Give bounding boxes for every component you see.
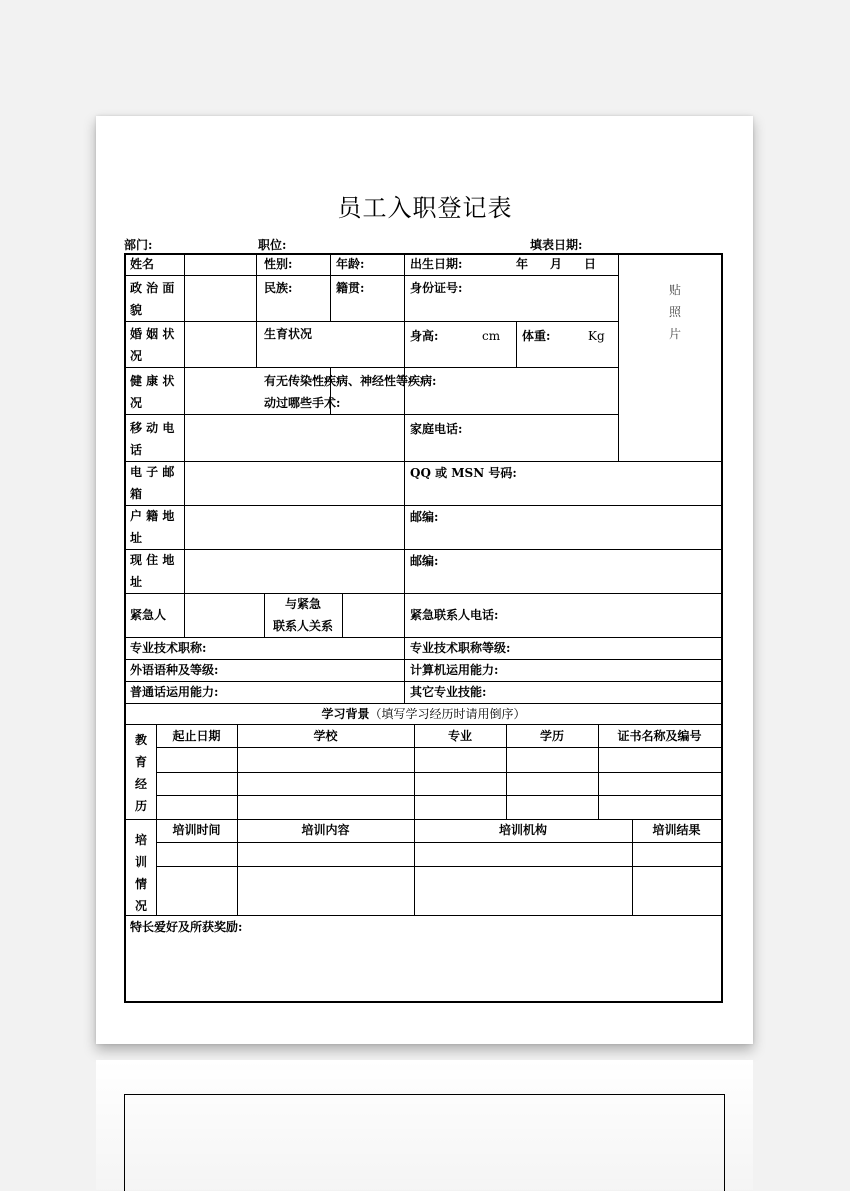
edu-col-major: 专业 (447, 729, 472, 743)
train-col-org: 培训机构 (498, 823, 547, 837)
health-label: 健 康 状 况 (130, 374, 175, 410)
train-col-result: 培训结果 (652, 823, 701, 837)
hobbies-awards-label: 特长爱好及所获奖励: (130, 920, 243, 934)
weight-unit: Kg (588, 329, 605, 343)
id-number-label: 身份证号: (410, 281, 463, 295)
birth-day: 日 (584, 257, 597, 271)
prof-title-label: 专业技术职称: (130, 641, 207, 655)
registration-table (124, 253, 723, 1002)
height-unit: cm (482, 329, 501, 343)
mandarin-label: 普通话运用能力: (130, 685, 219, 699)
weight-label: 体重: (522, 329, 551, 343)
train-col-time: 培训时间 (172, 823, 221, 837)
name-label: 姓名 (130, 257, 155, 271)
disease-label: 有无传染性疾病、神经性等疾病: 动过哪些手术: (264, 374, 437, 410)
hukou-zip-label: 邮编: (410, 510, 439, 524)
fill-date-label: 填表日期: (530, 238, 583, 252)
position-label: 职位: (258, 238, 287, 252)
form-title: 员工入职登记表 (337, 194, 513, 222)
birth-label: 出生日期: (410, 257, 463, 271)
height-label: 身高: (410, 329, 439, 343)
dept-label: 部门: (124, 238, 153, 252)
hukou-label: 户 籍 地 址 (130, 509, 175, 545)
train-col-content: 培训内容 (301, 823, 350, 837)
ethnic-label: 民族: (264, 281, 293, 295)
education-section-label: 教 育 经 历 (134, 733, 147, 813)
paper-reflection (96, 1060, 753, 1190)
computer-label: 计算机运用能力: (410, 663, 499, 677)
email-label: 电 子 邮 箱 (130, 465, 175, 501)
birth-year: 年 (516, 257, 529, 271)
photo-placeholder: 贴 照 片 (668, 283, 681, 341)
emergency-contact-label: 紧急人 (130, 608, 167, 622)
marital-label: 婚 姻 状 况 (130, 327, 175, 363)
fertility-label: 生育状况 (264, 327, 313, 341)
training-section-label: 培 训 情 况 (134, 833, 147, 913)
edu-col-degree: 学历 (539, 729, 564, 743)
current-address-label: 现 住 地 址 (130, 553, 175, 589)
prof-level-label: 专业技术职称等级: (410, 641, 511, 655)
edu-col-school: 学校 (313, 729, 338, 743)
political-label: 政 治 面 貌 (130, 281, 175, 317)
mobile-label: 移 动 电 话 (130, 421, 175, 457)
study-background-title: 学习背景（填写学习经历时请用倒序） (321, 707, 526, 721)
edu-col-certificate: 证书名称及编号 (617, 729, 702, 743)
current-zip-label: 邮编: (410, 554, 439, 568)
edu-col-dates: 起止日期 (172, 729, 221, 743)
qq-label: QQ 或 MSN 号码: (410, 466, 517, 480)
language-label: 外语语种及等级: (130, 663, 219, 677)
relation-label: 与紧急 联系人关系 (272, 597, 333, 633)
emergency-phone-label: 紧急联系人电话: (410, 608, 499, 622)
home-phone-label: 家庭电话: (410, 422, 463, 436)
other-skills-label: 其它专业技能: (410, 685, 487, 699)
age-label: 年龄: (336, 257, 365, 271)
birth-month: 月 (550, 257, 563, 271)
gender-label: 性别: (264, 257, 293, 271)
origin-label: 籍贯: (336, 281, 365, 295)
